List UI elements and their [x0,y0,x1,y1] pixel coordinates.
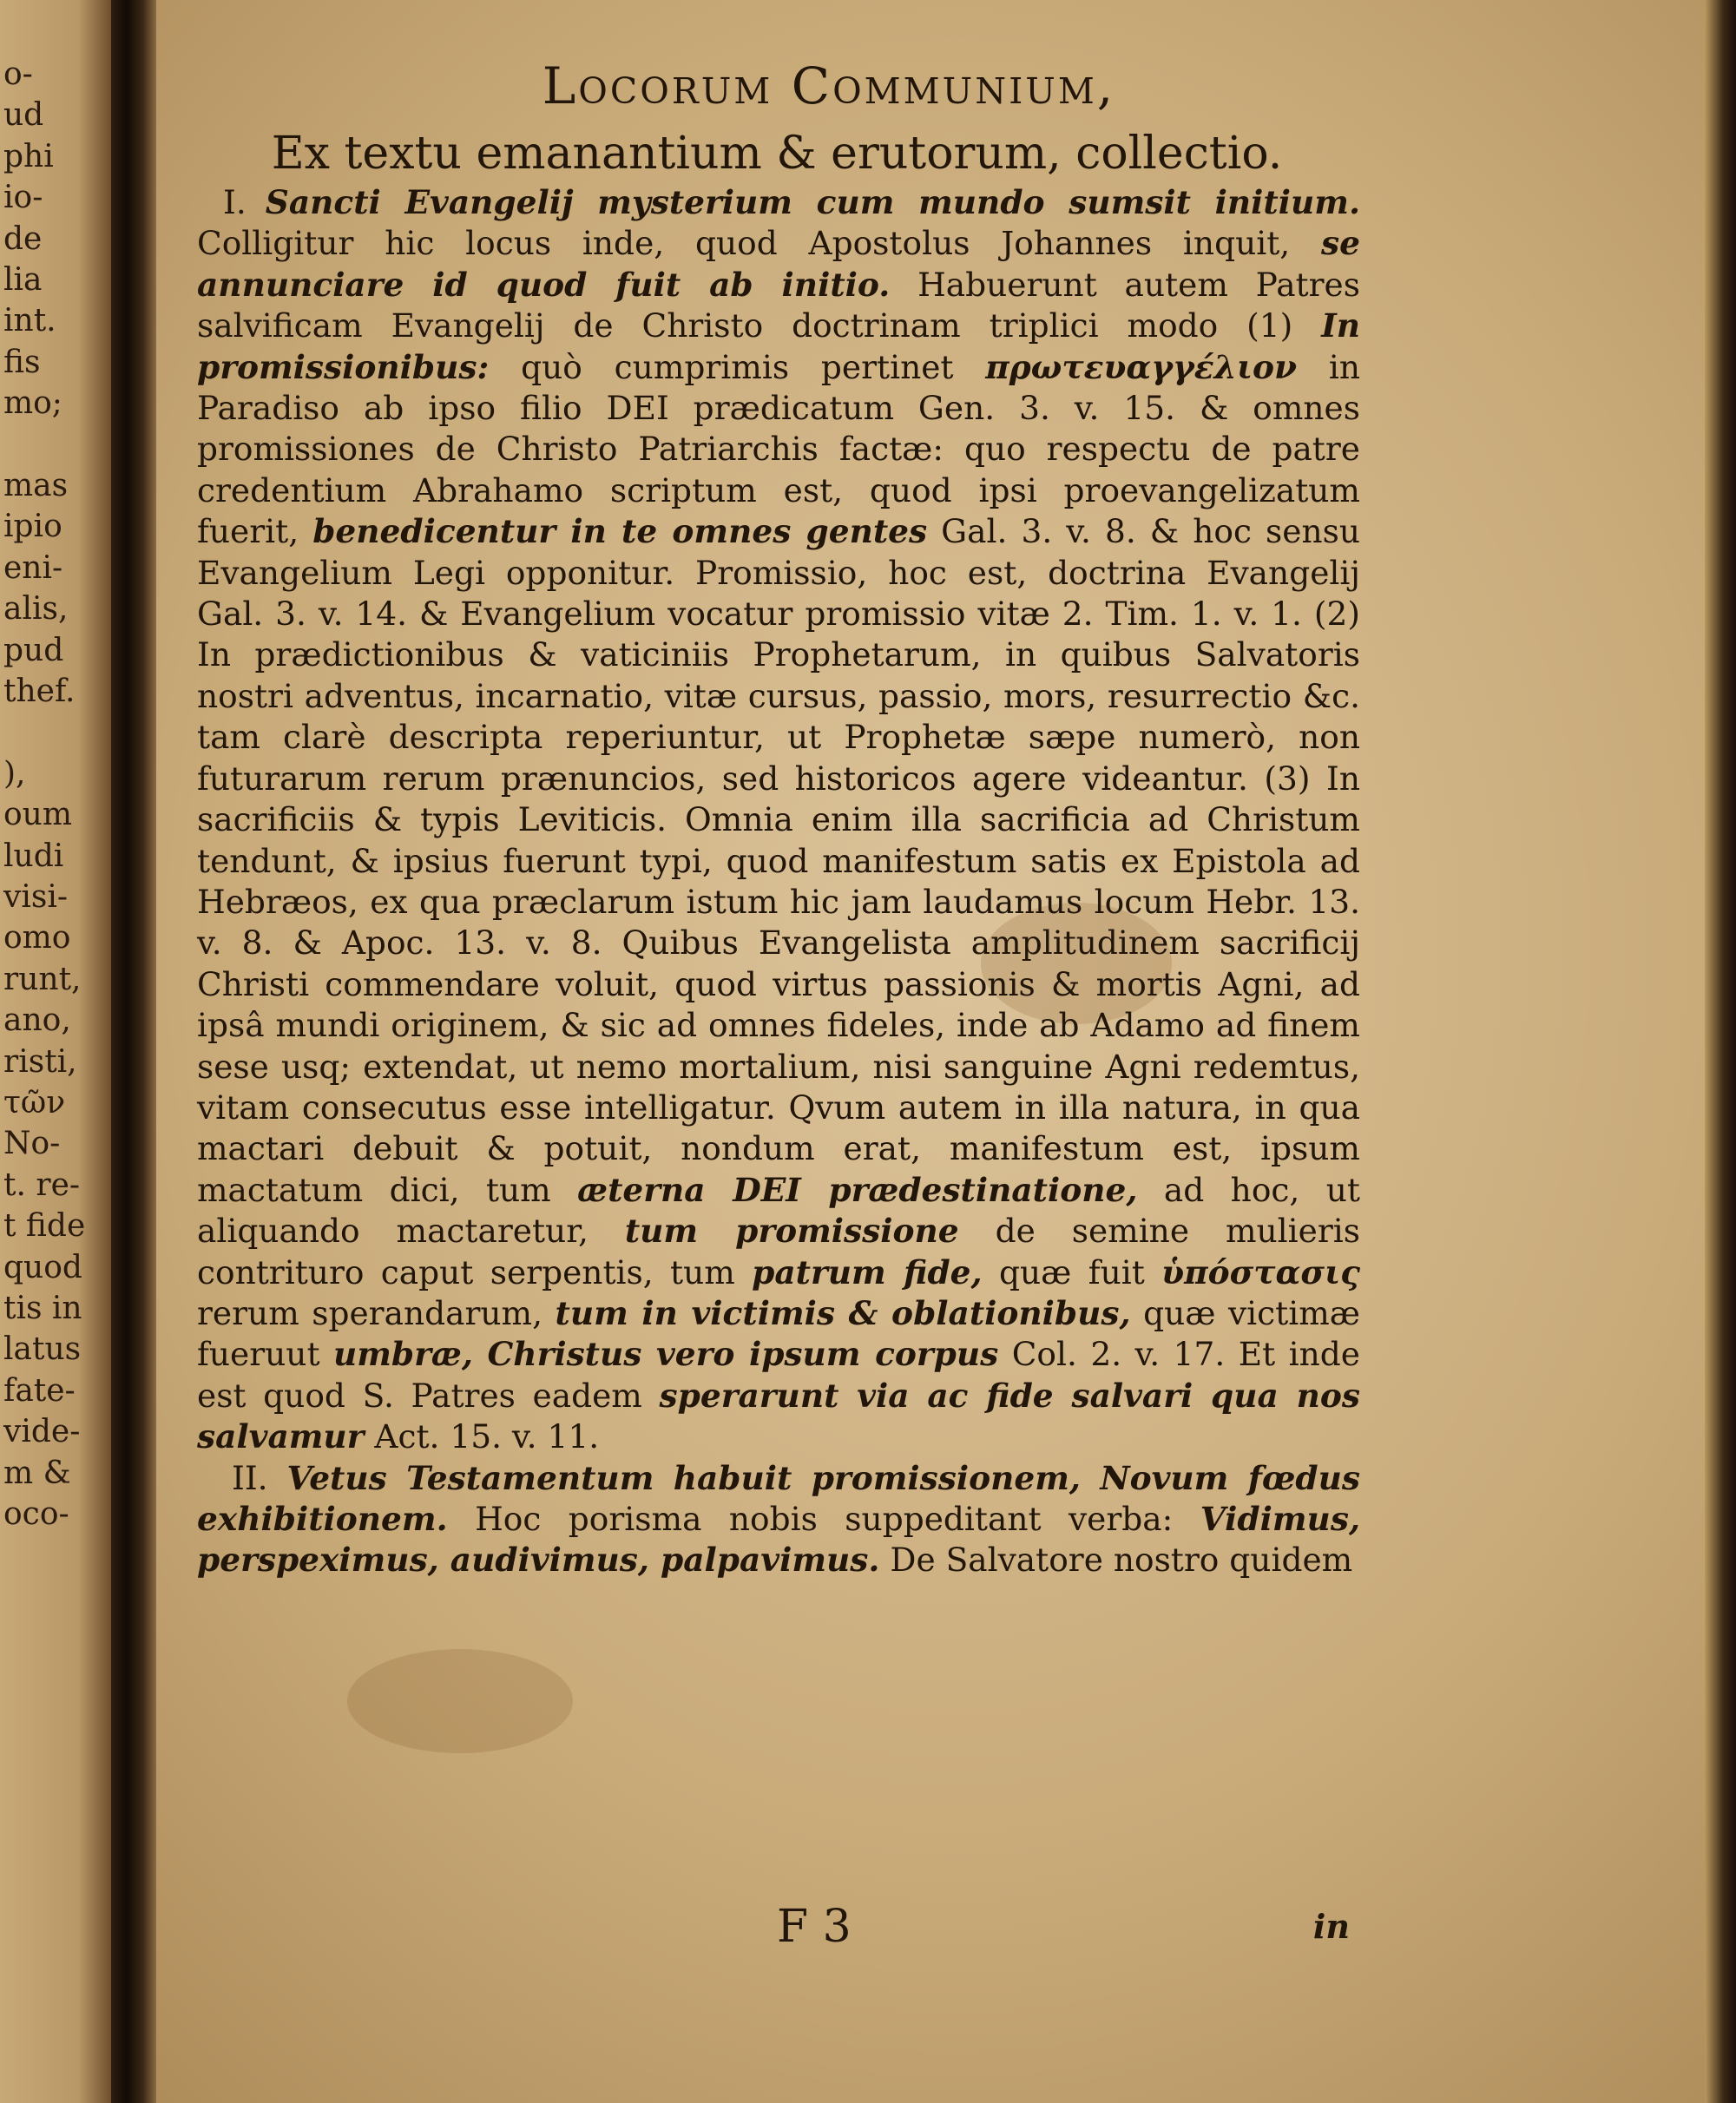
left-fragment: alis, [3,591,69,628]
left-fragment: fis [3,344,41,380]
left-fragment: t. re- [3,1167,81,1203]
left-fragment: ), [3,755,26,792]
body-text-run: Col. 2. v. 17. Et inde est quod S. Patres eadem [197,1335,1360,1415]
body-text [197,182,1360,1581]
book-page [187,48,1371,2009]
body-text-run: quò cumprimis pertinet [489,347,986,386]
left-fragment: runt, [3,961,82,997]
body-text-run: Gal. 3. v. 8. & hoc sensu Evangelium Legi opponitur. Promissio, hoc est, doctrina Evangelij Gal. 3. v. 14. & Evangelium vocatur promissio vitæ 2. Tim. 1. v. 1. (2) In prædictionibus & vaticiniis Prophetarum, in quibus Salvatoris nostri adventus, incarnatio, vitæ cursus, passio, mors, resurrectio &c. tam clarè descripta reperiuntur, ut Prophetæ sæpe numerò, non futurarum rerum prænuncios, sed historicos agere videantur. (3) In sacrificiis & typis Leviticis. Omnia enim illa sacrificia ad Christum tendunt, & ipsius fuerunt typi, quod manifestum satis ex Epistola ad Hebræos, ex qua præclarum istum hic jam laudamus locum Hebr. 13. v. 8. & Apoc. 13. v. 8. Quibus Evangelista amplitudinem sacrificij Christi commendare voluit, quod virtus passionis & mortis Agni, ad ipsâ mundi originem, & sic ad omnes fideles, inde ab Adamo ad finem sese usq; extendat, ut nemo mortalium, nisi sanguine Agni redemtus, vitam consecutus esse intelligatur. Qvum autem in illa natura, in qua mactari debuit & potuit, nondum erat, manifestum est, ipsum mactatum dici, tum [197,512,1360,1209]
left-fragment: mas [3,468,69,503]
left-fragment: latus [3,1331,82,1368]
body-text-run: Colligitur hic locus inde, quod Apostolus Johannes inquit, [197,224,1322,263]
book-gutter [111,0,156,2103]
body-text-run: Habuerunt autem Patres salvificam Evangelij de Christo doctrinam triplici modo (1) [197,265,1360,345]
emphasis-text: sperarunt via ac fide salvari qua nos salvamur [197,1376,1360,1456]
left-fragment: lia [3,262,43,298]
body-text-run: De Salvatore nostro quidem [879,1541,1353,1580]
emphasis-text: In promissionibus: [197,306,1360,386]
body-text-run: rerum sperandarum, [197,1293,556,1332]
left-fragment: de [3,220,43,257]
paragraph-number: II. [232,1458,268,1497]
emphasis-text: Vetus Testamentum habuit promissionem, Novum fœdus exhibitionem. [197,1458,1360,1538]
paragraph-number: I. [223,183,247,221]
signature-mark: F 3 [777,1901,852,1953]
emphasis-text: benedicentur in te omnes gentes [312,512,928,551]
left-fragment: ano, [3,1002,71,1039]
left-fragment: oum [3,797,72,833]
left-fragment: t fide [3,1208,86,1245]
left-fragment: eni- [3,549,63,586]
body-text-run: Act. 15. v. 11. [364,1417,600,1456]
left-fragment: vide- [3,1414,81,1450]
body-text-run: quæ fuit [982,1252,1162,1291]
body-text-run: ad hoc, ut aliquando mactaretur, [197,1170,1360,1251]
emphasis-text: æterna DEI prædestinatione, [577,1170,1138,1209]
left-fragment: omo [3,920,71,956]
left-fragment: pud [3,632,64,668]
left-fragment: ipio [3,509,62,545]
left-fragment: thef. [3,674,76,709]
left-page-fragment [0,0,111,2103]
left-fragment: fate- [3,1372,76,1409]
left-fragment: oco- [3,1496,69,1532]
emphasis-text: umbræ, Christus vero ipsum corpus [332,1335,999,1374]
left-fragment: ludi [3,838,64,874]
left-fragment: io- [3,180,43,216]
body-text-run: in Paradiso ab ipso filio DEI prædicatum Gen. 3. v. 15. & omnes promissiones de Christo Patriarchis factæ: quo respectu de patre credentium Abrahamo scriptum est, quod ipsi proevangelizatum fuerit, [197,347,1360,551]
page-right-edge [1705,0,1736,2103]
left-fragment: mo; [3,385,62,422]
left-fragment: No- [3,1126,61,1162]
left-fragment: τῶν [3,1085,66,1121]
emphasis-text: πρωτευαγγέλιον [985,347,1298,386]
left-fragment: m & [3,1455,71,1491]
paragraph [197,182,1360,1458]
left-fragment: quod [3,1249,82,1285]
running-head: Locorum Communium, [542,56,1116,115]
left-fragment: int. [3,303,56,339]
section-heading: Ex textu emanantium & erutorum, collectio. [271,128,1283,180]
left-fragment: ud [3,97,44,134]
catchword: in [1312,1907,1350,1946]
emphasis-text: Vidimus, perspeximus, audivimus, palpavimus. [197,1500,1360,1580]
paragraph [197,1458,1360,1581]
body-text-run: Hoc porisma nobis suppeditant verba: [447,1500,1200,1538]
left-fragment: risti, [3,1043,77,1080]
left-fragment: phi [3,138,54,174]
emphasis-text: tum promissione [624,1212,959,1251]
emphasis-text: patrum fide, [752,1252,983,1291]
left-fragment: visi- [3,879,69,915]
emphasis-text: se annunciare id quod fuit ab initio. [197,224,1360,304]
emphasis-text: Sancti Evangelij mysterium cum mundo sumsit initium. [265,183,1360,221]
body-text-run: quæ victimæ fueruut [197,1293,1360,1374]
emphasis-text: tum in victimis & oblationibus, [555,1293,1131,1332]
left-fragment: tis in [3,1291,82,1326]
left-fragment: o- [3,56,33,92]
body-text-run: de semine mulieris contrituro caput serpentis, tum [197,1212,1360,1291]
emphasis-text: ὑπόστασις [1161,1252,1361,1291]
